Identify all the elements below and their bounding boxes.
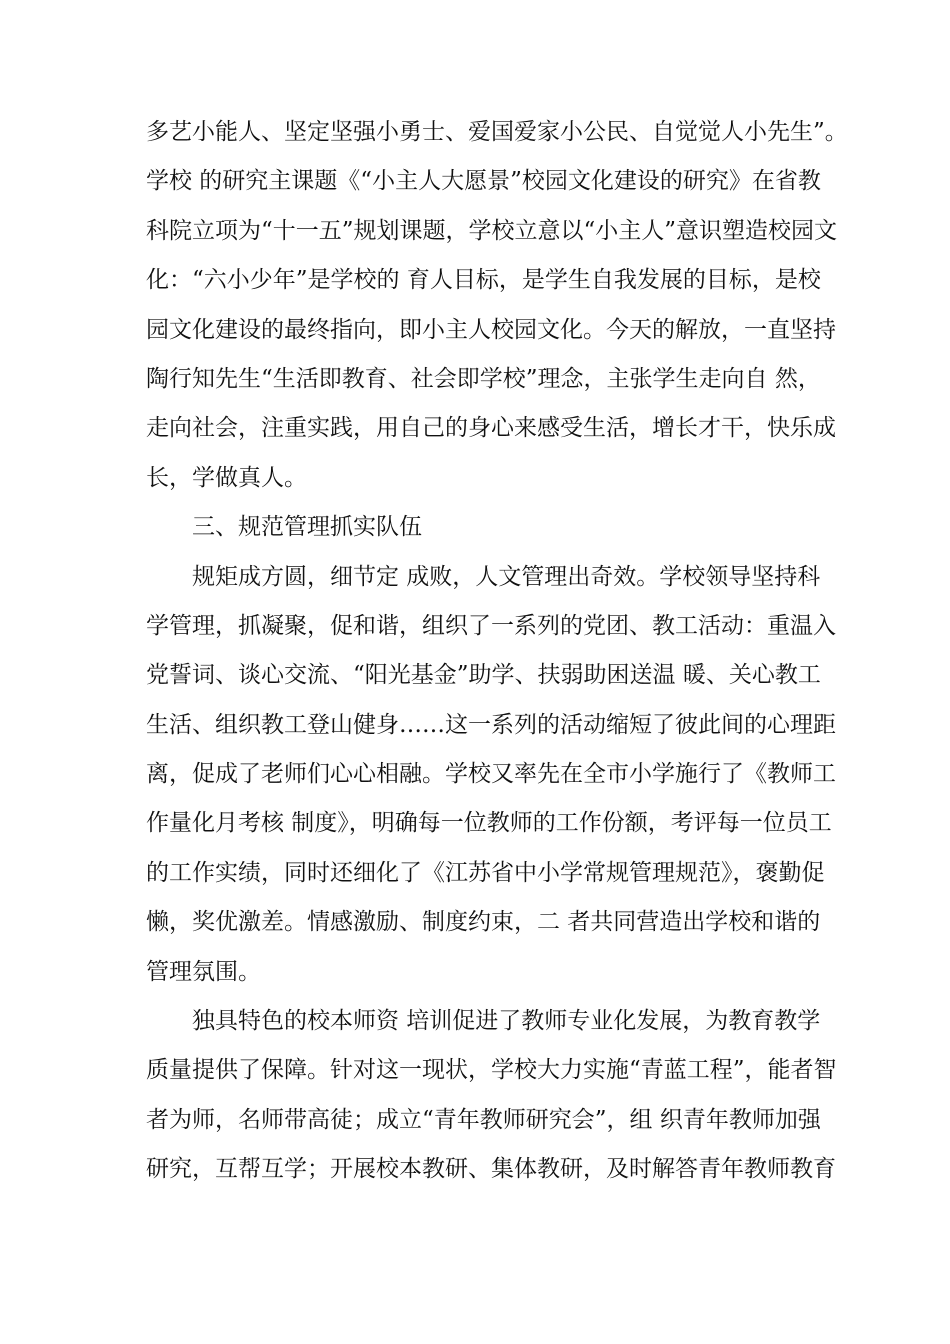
text-line: 化：“六小少年”是学校的 育人目标，是学生自我发展的目标，是校 xyxy=(146,267,821,294)
text-line: 园文化建设的最终指向，即小主人校园文化。今天的解放，一直坚持 xyxy=(146,316,836,343)
text-line: 的工作实绩，同时还细化了《江苏省中小学常规管理规范》，褒勤促 xyxy=(146,859,825,886)
text-line: 者为师，名师带高徒；成立“青年教师研究会”，组 织青年教师加强 xyxy=(146,1106,821,1133)
text-line: 离，促成了老师们心心相融。学校又率先在全市小学施行了《教师工 xyxy=(146,761,836,788)
text-line: 研究，互帮互学；开展校本教研、集体教研，及时解答青年教师教育 xyxy=(146,1156,836,1183)
paragraph-first-line: 规矩成方圆，细节定 成败，人文管理出奇效。学校领导坚持科 xyxy=(192,563,821,590)
body-text xyxy=(146,108,848,1195)
text-line: 懒，奖优激差。情感激励、制度约束，二 者共同营造出学校和谐的 xyxy=(146,909,821,936)
text-line: 学校 的研究主课题《“小主人大愿景”校园文化建设的研究》在省教 xyxy=(146,168,821,195)
text-line: 管理氛围。 xyxy=(146,958,261,985)
text-line: 学管理，抓凝聚，促和谐，组织了一系列的党团、教工活动：重温入 xyxy=(146,612,836,639)
text-line: 长，学做真人。 xyxy=(146,464,307,491)
text-line: 科院立项为“十一五”规划课题，学校立意以“小主人”意识塑造校园文 xyxy=(146,217,838,244)
text-line: 陶行知先生“生活即教育、社会即学校”理念，主张学生走向自 然， xyxy=(146,365,821,392)
text-line: 质量提供了保障。针对这一现状，学校大力实施“青蓝工程”，能者智 xyxy=(146,1057,837,1084)
text-line: 走向社会，注重实践，用自己的身心来感受生活，增长才干，快乐成 xyxy=(146,415,836,442)
text-line: 作量化月考核 制度》，明确每一位教师的工作份额，考评每一位员工 xyxy=(146,810,832,837)
text-line: 生活、组织教工登山健身……这一系列的活动缩短了彼此间的心理距 xyxy=(146,711,836,738)
section-heading: 三、规范管理抓实队伍 xyxy=(192,514,422,541)
paragraph-first-line: 独具特色的校本师资 培训促进了教师专业化发展，为教育教学 xyxy=(192,1008,821,1035)
text-line: 党誓词、谈心交流、“阳光基金”助学、扶弱助困送温 暖、关心教工 xyxy=(146,662,821,689)
text-line: 多艺小能人、坚定坚强小勇士、爱国爱家小公民、自觉觉人小先生”。 xyxy=(146,119,848,145)
